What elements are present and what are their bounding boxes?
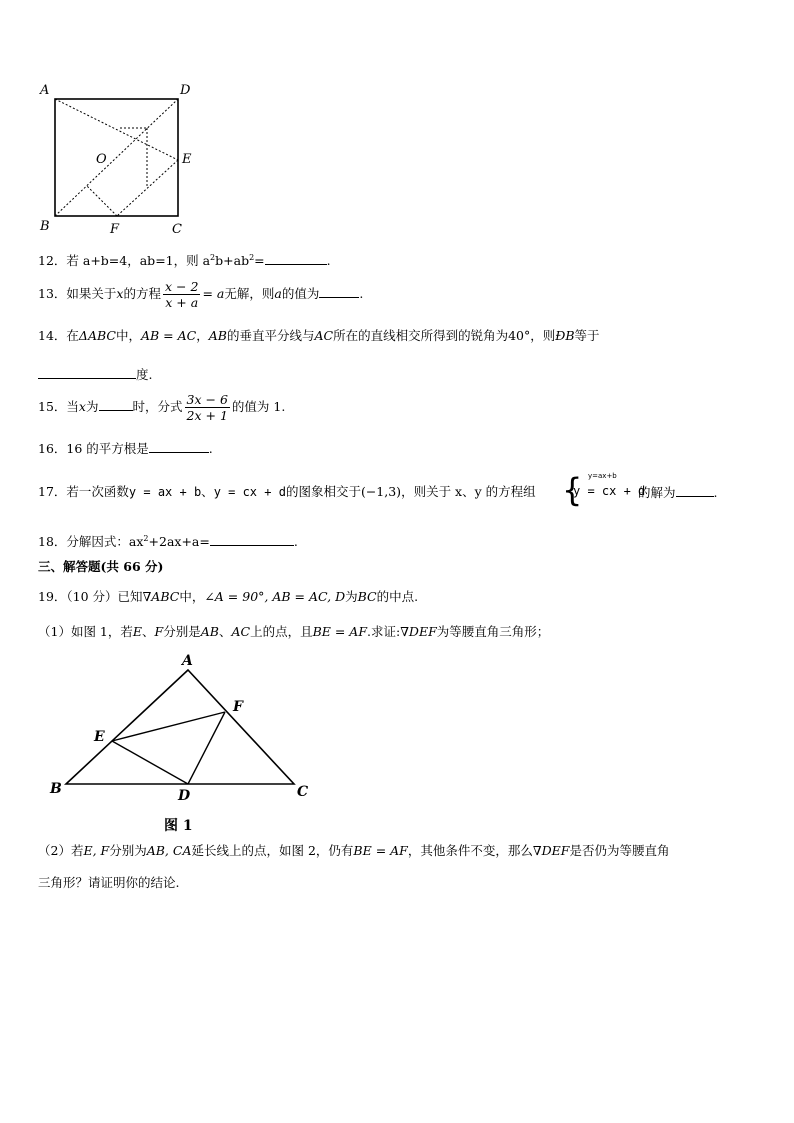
segment-ef	[112, 712, 225, 741]
equation-system: { y=ax+b y = cx + d	[562, 471, 646, 509]
question-14: 14．在ΔABC中，AB = AC，AB的垂直平分线与AC所在的直线相交所得到的锐角为40°，则ÐB等于	[38, 328, 600, 343]
label-o: O	[96, 152, 107, 167]
question-16: 16．16 的平方根是 .	[38, 441, 213, 456]
answer-blank	[676, 484, 714, 497]
question-14-line2: 度.	[38, 366, 152, 383]
fraction: $\frac{x - 2}{x + a}$	[165, 279, 199, 310]
answer-blank	[265, 252, 327, 265]
segment-f-up	[87, 186, 117, 216]
triangle-abc	[66, 670, 294, 784]
question-12: 12．若 a+b=4，ab=1，则 $a^2b+ab^2=$ .	[38, 253, 331, 269]
question-15: 15．当x为 时，分式 $\frac{3x - 6}{2x + 1}$ 的值为 1.	[38, 392, 286, 423]
segment-ed	[112, 741, 188, 784]
label-e: E	[94, 729, 105, 745]
label-b: B	[50, 781, 62, 797]
question-19: 19．（10 分）已知∇ABC中，∠A = 90°, AB = AC, D为BC的中点.	[38, 589, 419, 604]
label-f: F	[110, 222, 120, 237]
question-17: 17．若一次函数y = ax + b、y = cx + d的图象相交于(−1,3)，则关于 x、y 的方程组	[38, 484, 536, 499]
left-brace: {	[562, 471, 583, 509]
question-19-part2: （2）若E, F分别为AB, CA延长线上的点，如图 2，仍有BE = AF，其他条件不变，那么∇DEF是否仍为等腰直角	[38, 843, 670, 858]
label-c: C	[297, 784, 309, 800]
label-f: F	[233, 699, 243, 715]
segment-a-e	[55, 99, 178, 160]
diagonal-bd	[55, 99, 178, 216]
question-13: 13．如果关于x的方程 $\frac{x - 2}{x + a}$ = a无解，则a的值为 .	[38, 279, 364, 310]
question-19-part1: （1）如图 1，若E、F分别是AB、AC上的点，且BE = AF.求证:∇DEF为等腰直角三角形；	[38, 624, 550, 639]
figure-caption: 图 1	[164, 818, 193, 834]
answer-blank	[319, 285, 359, 298]
fraction: $\frac{3x - 6}{2x + 1}$	[186, 392, 228, 423]
label-e: E	[182, 152, 192, 167]
answer-blank	[99, 398, 133, 411]
label-d: D	[178, 788, 191, 804]
section-title: 三、解答题(共 66 分)	[38, 559, 164, 574]
label-d: D	[180, 83, 191, 98]
question-18: 18．分解因式：$ax^2+2ax+a=$ .	[38, 534, 298, 550]
label-b: B	[40, 219, 50, 234]
answer-blank	[149, 440, 209, 453]
question-17-tail: 的解为 .	[638, 485, 718, 500]
label-a: A	[40, 83, 50, 98]
label-c: C	[172, 222, 182, 237]
answer-blank	[38, 366, 136, 379]
answer-blank	[210, 533, 294, 546]
question-19-part2-line2: 三角形？请证明你的结论.	[38, 875, 180, 890]
square-diagram	[30, 78, 200, 238]
triangle-figure-1	[40, 650, 330, 835]
segment-fd	[188, 712, 225, 784]
label-a: A	[182, 653, 193, 669]
